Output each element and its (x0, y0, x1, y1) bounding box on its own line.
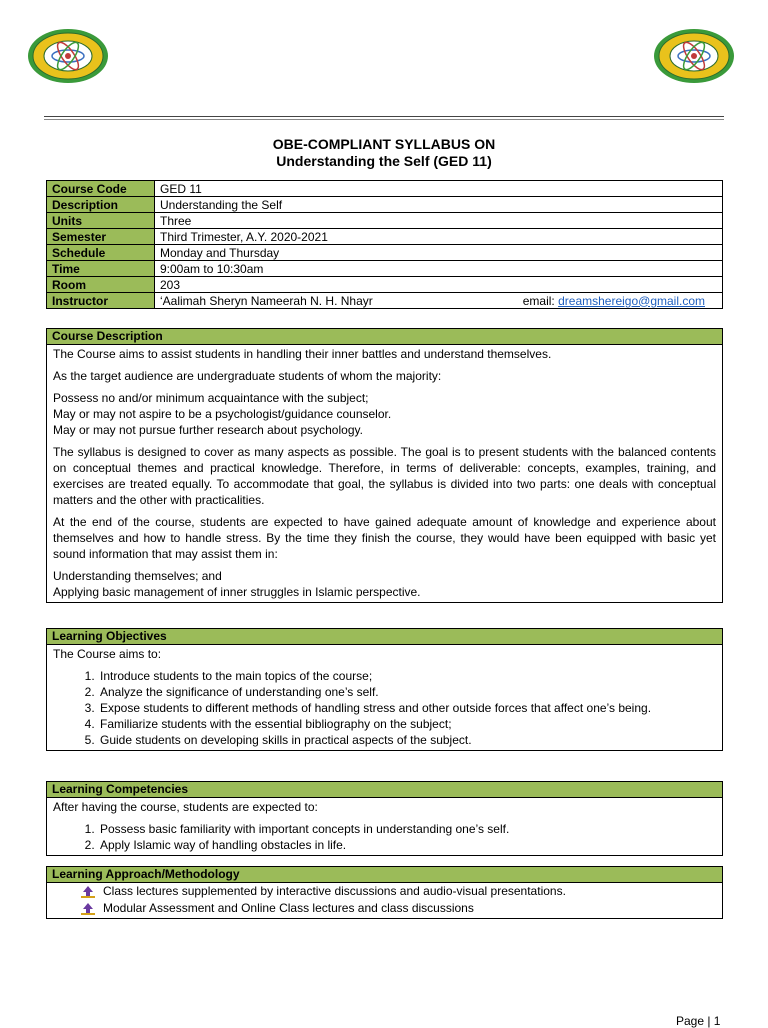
approach-item (79, 900, 716, 917)
approach-item-text: Modular Assessment and Online Class lectures and class discussions (103, 901, 474, 915)
learning-competencies-intro: After having the course, students are expected to: (53, 800, 318, 814)
info-label: Time (47, 261, 155, 277)
header-divider-thin (44, 119, 724, 120)
audience-item: May or may not aspire to be a psychologist/guidance counselor. (53, 407, 392, 421)
info-row (47, 245, 723, 261)
course-info-table (46, 180, 723, 309)
info-value: Three (155, 213, 723, 229)
learning-approach-section (46, 866, 723, 919)
approach-item (79, 883, 716, 900)
objective-item: 4. Familiarize students with the essential bibliography on the subject; (98, 716, 716, 732)
page-number: Page | 1 (676, 1014, 721, 1028)
info-row (47, 229, 723, 245)
info-label: Schedule (47, 245, 155, 261)
objective-item: 2. Analyze the significance of understanding one’s self. (98, 684, 716, 700)
learning-objectives-intro: The Course aims to: (53, 647, 162, 661)
arrow-bullet-icon (81, 903, 95, 915)
info-value: 9:00am to 10:30am (155, 261, 723, 277)
info-value (155, 293, 723, 309)
info-row (47, 197, 723, 213)
course-description-p1: The Course aims to assist students in handling their inner battles and understand themselves. (53, 347, 552, 361)
college-seal-logo-left (26, 27, 110, 85)
course-description-p2: As the target audience are undergraduate students of whom the majority: (53, 369, 442, 383)
learning-objectives-section (46, 628, 723, 751)
info-value: 203 (155, 277, 723, 293)
info-row (47, 181, 723, 197)
course-description-p3: The syllabus is designed to cover as many aspects as possible. The goal is to present students with the balanced contents on conceptual themes and practical knowledge. Therefore, in terms of deliverable: concepts, examples, training, and exercises are treated equally. To accommodate that goal, the syllabus is divided into two parts: one deals with conceptual matters and the other with practicalities. (53, 445, 716, 507)
college-seal-logo-right (652, 27, 736, 85)
course-description-p4: At the end of the course, students are expected to have gained adequate amount of knowledge and experience about themselves and how to handle stress. By the time they finish the course, they would have been equipped with basic yet sound information that may assist them in: (53, 515, 716, 561)
email-group (523, 294, 705, 308)
outcome-item: Understanding themselves; and (53, 569, 222, 583)
info-row (47, 261, 723, 277)
course-description-section (46, 328, 723, 603)
info-label: Room (47, 277, 155, 293)
info-label: Course Code (47, 181, 155, 197)
info-row (47, 293, 723, 309)
info-label: Instructor (47, 293, 155, 309)
instructor-email-link[interactable]: dreamshereigo@gmail.com (558, 293, 705, 308)
instructor-name: ‘Aalimah Sheryn Nameerah N. H. Nhayr (160, 293, 373, 308)
objective-item: 1. Introduce students to the main topics of the course; (98, 668, 716, 684)
info-value: Monday and Thursday (155, 245, 723, 261)
info-row (47, 213, 723, 229)
info-label: Description (47, 197, 155, 213)
objective-item: 3. Expose students to different methods of handling stress and other outside forces that affect one’s being. (98, 700, 716, 716)
info-row (47, 277, 723, 293)
arrow-bullet-icon (81, 886, 95, 898)
info-value: Third Trimester, A.Y. 2020-2021 (155, 229, 723, 245)
outcome-item: Applying basic management of inner struggles in Islamic perspective. (53, 585, 421, 599)
audience-item: May or may not pursue further research about psychology. (53, 423, 363, 437)
info-label: Semester (47, 229, 155, 245)
competency-item: 1. Possess basic familiarity with important concepts in understanding one’s self. (98, 821, 716, 837)
info-label: Units (47, 213, 155, 229)
learning-competencies-heading: Learning Competencies (47, 782, 722, 798)
email-label: email: (522, 293, 555, 308)
learning-approach-heading: Learning Approach/Methodology (47, 867, 722, 883)
learning-competencies-section (46, 781, 723, 856)
approach-item-text: Class lectures supplemented by interactive discussions and audio-visual presentations. (103, 884, 566, 898)
objective-item: 5. Guide students on developing skills in practical aspects of the subject. (98, 732, 716, 748)
info-value: Understanding the Self (155, 197, 723, 213)
learning-objectives-heading: Learning Objectives (47, 629, 722, 645)
header-divider (44, 116, 724, 117)
competency-item: 2. Apply Islamic way of handling obstacles in life. (98, 837, 716, 853)
syllabus-title: OBE-COMPLIANT SYLLABUS ON (272, 136, 496, 152)
course-description-heading: Course Description (47, 329, 722, 345)
audience-item: Possess no and/or minimum acquaintance with the subject; (53, 391, 369, 405)
syllabus-subtitle: Understanding the Self (GED 11) (276, 153, 492, 169)
info-value: GED 11 (155, 181, 723, 197)
